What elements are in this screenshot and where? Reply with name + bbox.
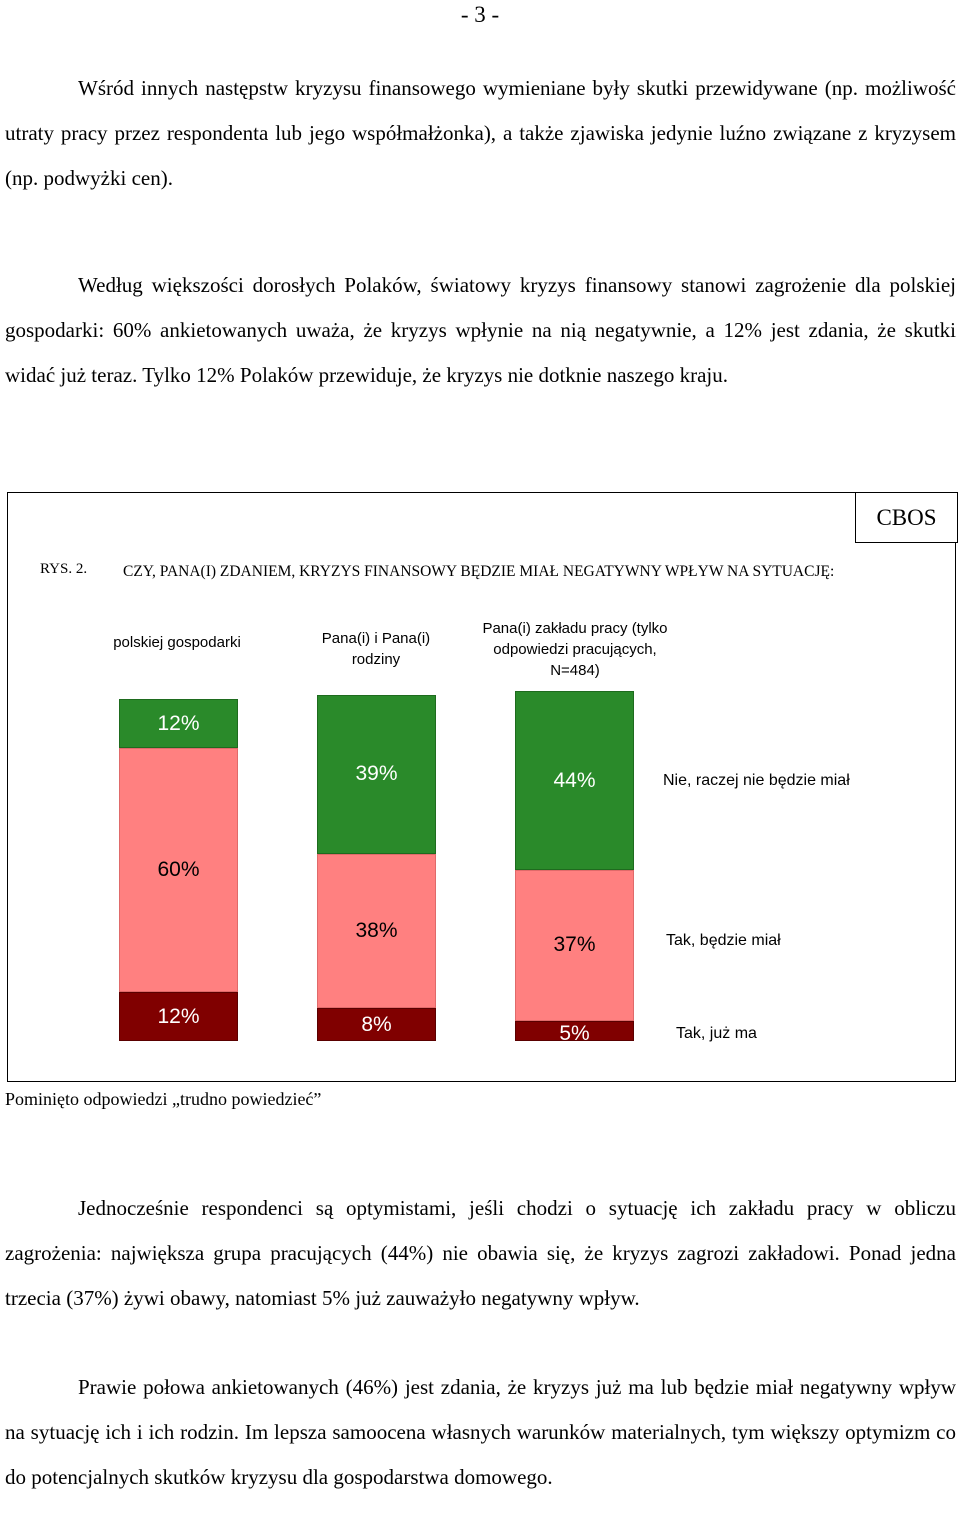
data-label: 12% bbox=[157, 711, 200, 735]
bar-segment-economy-already bbox=[119, 992, 238, 1041]
source-label: CBOS bbox=[855, 492, 958, 543]
figure-title: CZY, PANA(I) ZDANIEM, KRYZYS FINANSOWY BĘDZIE MIAŁ NEGATYWNY WPŁYW NA SYTUACJĘ: bbox=[123, 563, 835, 580]
figure-note: Pominięto odpowiedzi „trudno powiedzieć” bbox=[5, 1089, 322, 1109]
data-label: 44% bbox=[553, 768, 596, 792]
data-label: 39% bbox=[355, 762, 398, 786]
data-label: 12% bbox=[157, 1004, 200, 1028]
bar-segment-workplace-will bbox=[515, 870, 634, 1021]
legend-yes-will: Tak, będzie miał bbox=[666, 932, 781, 949]
bar-segment-workplace-no bbox=[515, 691, 634, 870]
data-label: 8% bbox=[361, 1012, 392, 1036]
data-label: 60% bbox=[157, 858, 200, 882]
bar-segment-family-no bbox=[317, 695, 436, 854]
data-label: 38% bbox=[355, 919, 398, 943]
paragraph-4: Prawie połowa ankietowanych (46%) jest zdania, że kryzys już ma lub będzie miał negatywny wpływ na sytuację ich i ich rodzin. Im lepsza samoocena własnych warunków materialnych, tym większy optymizm co do potencjalnych skutków kryzysu dla gospodarstwa domowego. bbox=[5, 1375, 956, 1489]
legend-no: Nie, raczej nie będzie miał bbox=[663, 772, 850, 789]
paragraph-2: Według większości dorosłych Polaków, światowy kryzys finansowy stanowi zagrożenie dla polskiej gospodarki: 60% ankietowanych uważa, że kryzys wpłynie na nią negatywnie, a 12% jest zdania, że skutki widać już teraz. Tylko 12% Polaków przewiduje, że kryzys nie dotknie naszego kraju. bbox=[5, 273, 956, 387]
bar-segment-workplace-already bbox=[515, 1021, 634, 1045]
bar-segment-family-will bbox=[317, 854, 436, 1009]
bar-segment-family-already bbox=[317, 1008, 436, 1041]
category-label-economy: polskiej gospodarki bbox=[113, 634, 241, 651]
data-label: 37% bbox=[553, 933, 596, 957]
data-label: 5% bbox=[559, 1021, 590, 1045]
paragraph-3: Jednocześnie respondenci są optymistami, jeśli chodzi o sytuację ich zakładu pracy w obliczu zagrożenia: największa grupa pracujących (44%) nie obawia się, że kryzys zagrozi zakładowi. Ponad jedna trzecia (37%) żywi obawy, natomiast 5% już zauważyło negatywny wpływ. bbox=[5, 1196, 956, 1310]
legend-yes-already: Tak, już ma bbox=[676, 1025, 757, 1042]
figure-number: RYS. 2. bbox=[40, 561, 88, 577]
category-label-family: Pana(i) i Pana(i) rodziny bbox=[321, 630, 431, 668]
paragraph-1: Wśród innych następstw kryzysu finansowego wymieniane były skutki przewidywane (np. możliwość utraty pracy przez respondenta lub jego współmałżonka), a także zjawiska jedynie luźno związane z kryzysem (np. podwyżki cen). bbox=[5, 76, 956, 190]
bar-segment-economy-no bbox=[119, 699, 238, 748]
category-label-workplace: Pana(i) zakładu pracy (tylko odpowiedzi pracujących, N=484) bbox=[482, 620, 668, 679]
page-number: - 3 - bbox=[460, 2, 500, 27]
bar-segment-economy-will bbox=[119, 748, 238, 992]
